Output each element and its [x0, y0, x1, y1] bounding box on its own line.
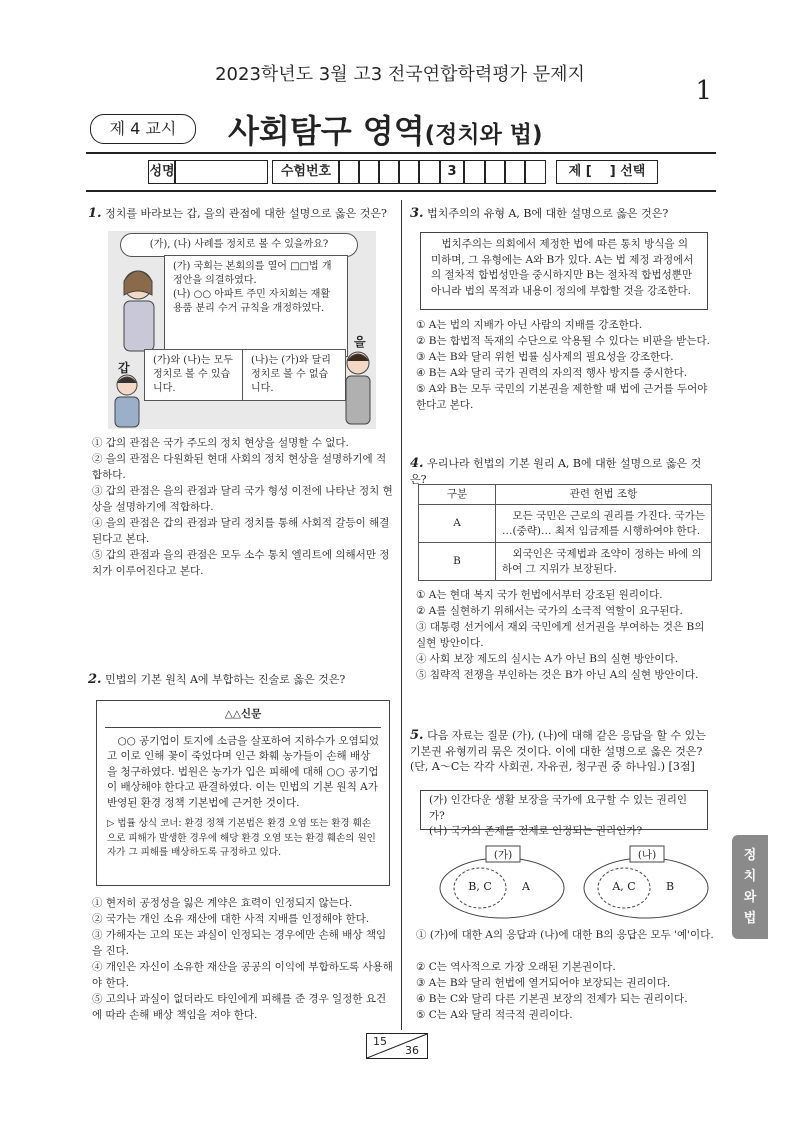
exam-no-box[interactable] [378, 160, 400, 184]
student-info-row [0, 160, 800, 184]
q1-option-5[interactable]: ⑤ 갑의 관점과 을의 관점은 모두 소수 통치 엘리트에 의해서만 정치가 이루어진다고 본다. [92, 549, 390, 577]
q2-option-1[interactable]: ① 현저히 공정성을 잃은 계약은 효력이 인정되지 않는다. [92, 897, 353, 909]
side-tab-char: 와 [743, 890, 757, 905]
na-tag: (나) [637, 849, 657, 861]
q4-option-4[interactable]: ④ 사회 보장 제도의 실시는 A가 아닌 B의 실현 방안이다. [416, 653, 679, 665]
q5-option-3[interactable]: ③ A는 B와 달리 헌법에 열거되어야 보장되는 권리이다. [416, 977, 671, 989]
q5-questions-box [420, 790, 708, 837]
elective-prefix: 제 [ [568, 164, 592, 179]
q5-stem [410, 728, 716, 775]
q1-cartoon [108, 231, 376, 429]
question-na: (나) 국가의 존재를 전제로 인정되는 권리인가? [429, 825, 643, 837]
exam-no-box[interactable] [524, 160, 546, 184]
row-b-label: B [419, 543, 496, 581]
q4-number: 4. [410, 456, 424, 471]
table-header-category: 구분 [419, 485, 496, 505]
row-a-label: A [419, 505, 496, 543]
exam-no-fixed-digit: 3 [440, 160, 464, 184]
q3-option-4[interactable]: ④ B는 A와 달리 국가 권력의 자의적 행사 방지를 중시한다. [416, 367, 688, 379]
q2-stem-text: 민법의 기본 원칙 A에 부합하는 진술로 옳은 것은? [105, 673, 346, 686]
q2-option-2[interactable]: ② 국가는 개인 소유 재산에 대한 사적 지배를 인정해야 한다. [92, 913, 370, 925]
q4-stem [410, 456, 716, 487]
q1-option-1[interactable]: ① 갑의 관점은 국가 주도의 정치 현상을 설명할 수 없다. [92, 437, 349, 449]
q3-option-2[interactable]: ② B는 합법적 독재의 수단으로 악용될 수 있다는 비판을 받는다. [416, 335, 710, 347]
elective-suffix: ] 선택 [609, 164, 646, 179]
exam-no-box[interactable] [464, 160, 486, 184]
exam-no-box[interactable] [398, 160, 420, 184]
q5-stem-text: 다음 자료는 질문 (가), (나)에 대해 같은 응답을 할 수 있는 기본권 유형끼리 묶은 것이다. 이에 대한 설명으로 옳은 것은? (단, A～C는 각각 사회권, 자유권, 청구권 중 하나임.) [3점] [410, 729, 706, 773]
subject-side-tab [732, 835, 768, 939]
q5-option-1[interactable]: ① (가)에 대한 A의 응답과 (나)에 대한 B의 응답은 모두 '예'이다. [416, 929, 714, 941]
subject-title [228, 106, 543, 152]
q3-option-5[interactable]: ⑤ A와 B는 모두 국민의 기본권을 제한할 때 법에 근거를 두어야 한다고 본다. [416, 383, 708, 411]
side-tab-char: 정 [743, 848, 757, 863]
na-outer-label: B [666, 880, 675, 893]
q5-option-4[interactable]: ④ B는 C와 달리 다른 기본권 보장의 전제가 되는 권리이다. [416, 993, 688, 1005]
exam-title: 2023학년도 3월 고3 전국연합학력평가 문제지 [215, 64, 585, 85]
page-number: 1 [695, 76, 712, 106]
subject-sub: (정치와 법) [424, 122, 543, 148]
exam-no-box[interactable] [358, 160, 380, 184]
ga-outer-label: A [522, 880, 530, 893]
q2-option-3[interactable]: ③ 가해자는 고의 또는 과실이 인정되는 경우에만 손해 배상 책임을 진다. [92, 929, 387, 957]
q3-stem-text: 법치주의의 유형 A, B에 대한 설명으로 옳은 것은? [427, 207, 669, 220]
q5-number: 5. [410, 728, 424, 743]
student-gap-figure [110, 373, 144, 427]
name-label: 성명 [148, 160, 176, 184]
q4-constitution-table [418, 484, 712, 581]
q1-option-2[interactable]: ② 을의 관점은 다원화된 현대 사회의 정치 현상을 설명하기에 적합하다. [92, 453, 387, 481]
ga-tag: (가) [493, 849, 513, 861]
teacher-figure [114, 265, 164, 355]
side-tab-char: 법 [743, 911, 757, 926]
exam-no-box[interactable] [504, 160, 526, 184]
board [164, 255, 348, 357]
teacher-speech-bubble: (가), (나) 사례를 정치로 볼 수 있을까요? [120, 233, 358, 257]
eul-label: 을 [354, 335, 366, 349]
question-ga: (가) 인간다운 생활 보장을 국가에 요구할 수 있는 권리인가? [429, 794, 688, 822]
table-header-clause: 관련 헌법 조항 [496, 485, 712, 505]
q4-option-1[interactable]: ① A는 현대 복지 국가 헌법에서부터 강조된 원리이다. [416, 589, 663, 601]
q1-option-3[interactable]: ③ 갑의 관점은 을의 관점과 달리 국가 형성 이전에 나타난 정치 현상을 설명하기에 적합하다. [92, 485, 393, 513]
exam-no-box[interactable] [418, 160, 440, 184]
law-note: ▷ 법률 상식 코너: 환경 정책 기본법은 환경 오염 또는 환경 훼손으로 피해가 발생한 경우에 해당 환경 오염 또는 환경 훼손의 원인자가 그 피해를 배상하도록 규정하고 있다. [107, 818, 376, 858]
q3-number: 3. [410, 206, 424, 221]
elective-select-box[interactable] [556, 160, 658, 184]
ga-inner-label: B, C [468, 880, 492, 893]
q2-option-5[interactable]: ⑤ 고의나 과실이 없더라도 타인에게 피해를 준 경우 일정한 요건에 따라 손해 배상 책임을 져야 한다. [92, 993, 387, 1021]
student-eul-figure [340, 349, 376, 427]
q1-stem-text: 정치를 바라보는 갑, 을의 관점에 대한 설명으로 옳은 것은? [105, 207, 387, 220]
q2-option-4[interactable]: ④ 개인은 자신이 소유한 재산을 공공의 이익에 부합하도록 사용해야 한다. [92, 961, 393, 989]
row-b-clause: 외국인은 국제법과 조약이 정하는 바에 의하여 그 지위가 보장된다. [496, 543, 712, 581]
exam-no-box[interactable] [338, 160, 360, 184]
q5-option-2[interactable]: ② C는 역사적으로 가장 오래된 기본권이다. [416, 961, 616, 973]
q1-option-4[interactable]: ④ 을의 관점은 갑의 관점과 달리 정치를 통해 사회적 갈등이 해결된다고 본다. [92, 517, 390, 545]
q4-stem-text: 우리나라 헌법의 기본 원리 A, B에 대한 설명으로 옳은 것은? [410, 457, 702, 486]
page-counter [366, 1033, 428, 1059]
q3-stem [410, 206, 716, 222]
exam-no-box[interactable] [484, 160, 506, 184]
exam-no-label: 수험번호 [272, 160, 340, 184]
q4-option-2[interactable]: ② A를 실현하기 위해서는 국가의 소극적 역할이 요구된다. [416, 605, 683, 617]
newspaper-name: △△신문 [224, 708, 262, 720]
header-rule-top [86, 152, 716, 154]
na-inner-label: A, C [612, 880, 636, 893]
q2-number: 2. [88, 672, 102, 687]
gap-label: 갑 [118, 361, 130, 375]
q3-option-1[interactable]: ① A는 법의 지배가 아닌 사람의 지배를 강조한다. [416, 319, 643, 331]
q4-option-5[interactable]: ⑤ 침략적 전쟁을 부인하는 것은 B가 아닌 A의 실현 방안이다. [416, 669, 699, 681]
eul-speech-bubble: (나)는 (가)와 달리 정치로 볼 수 없습니다. [242, 349, 346, 401]
q3-option-3[interactable]: ③ A는 B와 달리 위헌 법률 심사제의 필요성을 강조한다. [416, 351, 674, 363]
board-case-na: (나) ○○ 아파트 주민 자치회는 재활용품 분리 수거 규칙을 개정하였다. [173, 289, 331, 314]
q5-option-5[interactable]: ⑤ C는 A와 달리 적극적 권리이다. [416, 1009, 573, 1021]
q4-option-3[interactable]: ③ 대통령 선거에서 재외 국민에게 선거권을 부여하는 것은 B의 실현 방안이다. [416, 621, 705, 649]
page-current: 15 [373, 1035, 387, 1048]
board-case-ga: (가) 국회는 본회의를 열어 □□법 개정안을 의결하였다. [173, 261, 332, 286]
page-total: 36 [405, 1044, 419, 1057]
q1-stem [88, 206, 394, 222]
subject-main: 사회탐구 영역 [228, 112, 425, 150]
column-divider [401, 200, 402, 1030]
q3-passage-box: 법치주의는 의회에서 제정한 법에 따른 통치 방식을 의미하며, 그 유형에는 A와 B가 있다. A는 법 제정 과정에서의 절차적 합법성만을 중시하지만 B는 절차적 합법성뿐만 아니라 법의 목적과 내용이 정의에 부합할 것을 강조한다. [420, 232, 708, 310]
row-a-clause: 모든 국민은 근로의 권리를 가진다. 국가는 …(중략)… 최저 임금제를 시행하여야 한다. [496, 505, 712, 543]
q2-stem [88, 672, 394, 688]
q1-number: 1. [88, 206, 102, 221]
header-rule-bottom [86, 190, 716, 192]
q2-newspaper-box [96, 700, 390, 886]
session-badge: 제 4 교시 [90, 114, 196, 144]
side-tab-char: 치 [743, 869, 757, 884]
gap-speech-bubble: (가)와 (나)는 모두 정치로 볼 수 있습니다. [144, 349, 248, 401]
news-article: ○○ 공기업이 토지에 소금을 살포하여 지하수가 오염되었고 이로 인해 꽃이 죽었다며 인근 화훼 농가들이 손해 배상을 청구하였다. 법원은 농가가 입은 피해에 대해 ○○ 공기업이 배상해야 한다고 판결하였다. 이는 민법의 기본 원칙 A가 반영된 환경 정책 기본법에 근거한 것이다. [107, 734, 379, 809]
name-field[interactable] [174, 160, 268, 184]
